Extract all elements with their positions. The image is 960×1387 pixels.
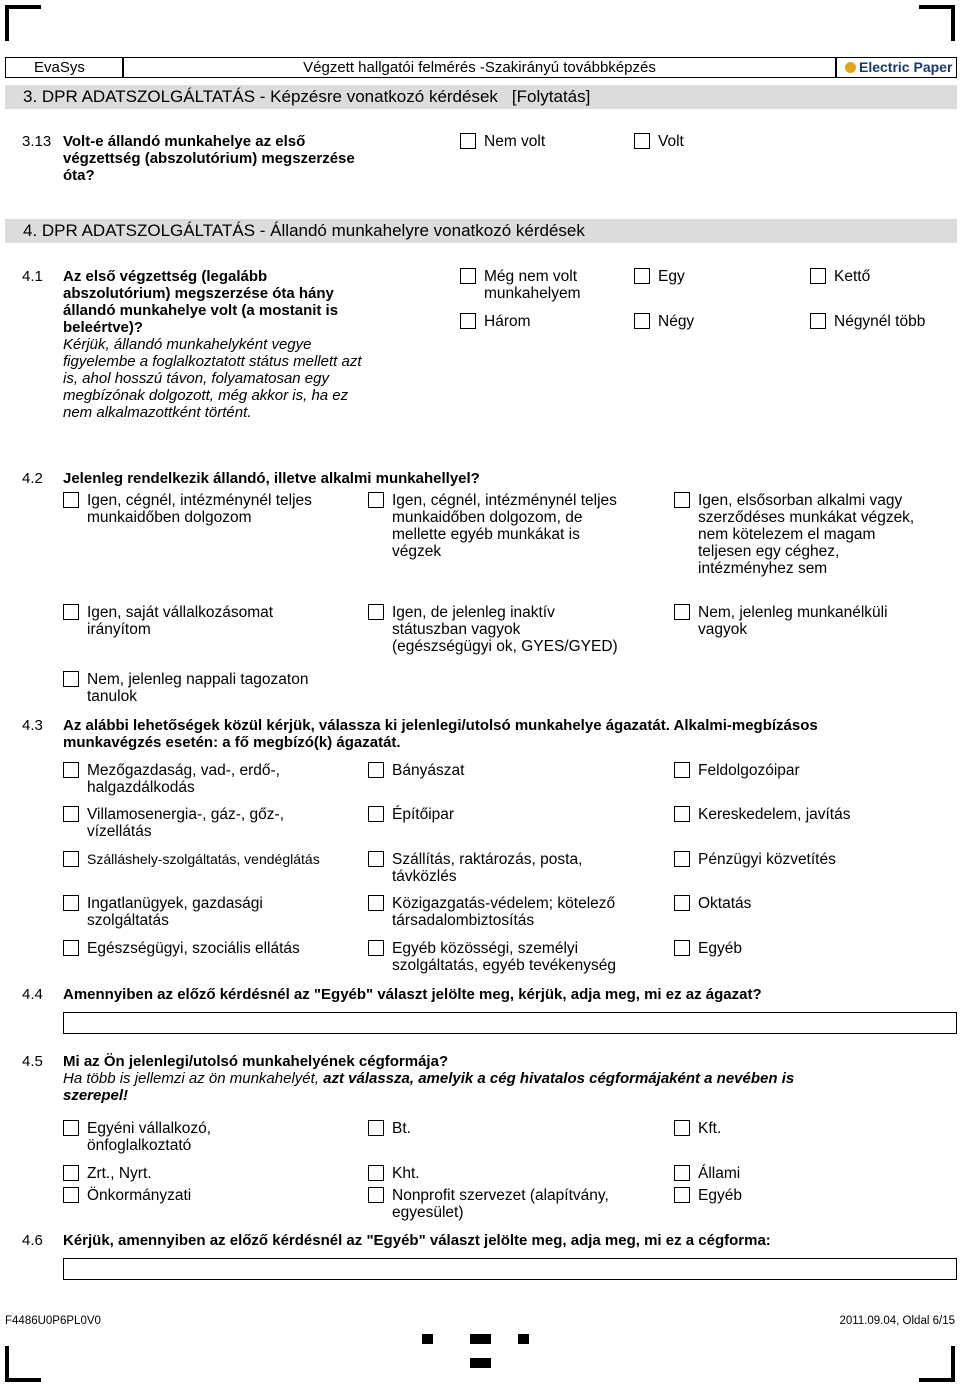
section-3-continued: [Folytatás] xyxy=(511,87,591,106)
checkbox[interactable] xyxy=(368,604,384,620)
option-volt[interactable]: Volt xyxy=(634,133,684,150)
option-zrt-nyrt[interactable]: Zrt., Nyrt. xyxy=(63,1165,152,1182)
option-kozigazgatas[interactable]: Közigazgatás-védelem; kötelező társadalombiztosítás xyxy=(368,895,615,929)
option-alkalmi-munka[interactable]: Igen, elsősorban alkalmi vagy szerződéses munkákat végzek, nem kötelezem el magam teljesen egy céghez, intézményhez sem xyxy=(674,492,914,577)
question-4-1-note: Kérjük, állandó munkahelyként vegye figyelembe a foglalkoztatott státus mellett azt is, ahol hosszú távon, folyamatosan egy megbízónak dolgozott, még akkor is, ha ez nem alkalmazottként történt. xyxy=(63,336,362,421)
question-number: 4.6 xyxy=(22,1232,43,1249)
checkbox[interactable] xyxy=(674,1120,690,1136)
option-egyeb-kozossegi[interactable]: Egyéb közösségi, személyi szolgáltatás, egyéb tevékenység xyxy=(368,940,616,974)
question-4-3-text: Az alábbi lehetőségek közül kérjük, válassza ki jelenlegi/utolsó munkahelye ágazatát. Alkalmi-megbízásos munkavégzés esetén: a fő megbízó(k) ágazatát. xyxy=(63,717,818,751)
checkbox[interactable] xyxy=(810,313,826,329)
option-kereskedelem[interactable]: Kereskedelem, javítás xyxy=(674,806,851,823)
option-penzugyi[interactable]: Pénzügyi közvetítés xyxy=(674,851,836,868)
checkbox[interactable] xyxy=(368,895,384,911)
date-page-number: 2011.09.04, Oldal 6/15 xyxy=(839,1315,955,1327)
question-4-5-note: Ha több is jellemzi az ön munkahelyét, xyxy=(63,1070,324,1087)
checkbox[interactable] xyxy=(63,851,79,867)
option-egeszsegugyi[interactable]: Egészségügyi, szociális ellátás xyxy=(63,940,300,957)
checkbox[interactable] xyxy=(63,806,79,822)
option-nappali-tagozat[interactable]: Nem, jelenleg nappali tagozaton tanulok xyxy=(63,671,308,705)
checkbox[interactable] xyxy=(674,762,690,778)
section-3-title: 3. DPR ADATSZOLGÁLTATÁS - Képzésre vonatkozó kérdések xyxy=(23,87,498,106)
checkbox[interactable] xyxy=(634,268,650,284)
section-3-header xyxy=(5,85,957,109)
checkbox[interactable] xyxy=(368,940,384,956)
option-teljes-munkaido-egyeb[interactable]: Igen, cégnél, intézménynél teljes munkaidőben dolgozom, de mellette egyéb munkákat is végzek xyxy=(368,492,617,560)
other-company-form-input[interactable] xyxy=(63,1258,957,1280)
question-number: 4.2 xyxy=(22,470,43,487)
checkbox[interactable] xyxy=(63,1120,79,1136)
question-number: 4.3 xyxy=(22,717,43,734)
checkbox[interactable] xyxy=(674,1165,690,1181)
option-mezogazdasag[interactable]: Mezőgazdaság, vad-, erdő-, halgazdálkodás xyxy=(63,762,280,796)
option-oktatas[interactable]: Oktatás xyxy=(674,895,751,912)
option-negy[interactable]: Négy xyxy=(634,313,694,330)
checkbox[interactable] xyxy=(460,313,476,329)
checkbox[interactable] xyxy=(63,492,79,508)
question-3-13-text: Volt-e állandó munkahelye az első végzettség (abszolutórium) megszerzése óta? xyxy=(63,133,355,184)
corner-mark-bottom-left xyxy=(5,1346,41,1382)
checkbox[interactable] xyxy=(810,268,826,284)
section-4-header: 4. DPR ADATSZOLGÁLTATÁS - Állandó munkahelyre vonatkozó kérdések xyxy=(5,219,957,243)
checkbox[interactable] xyxy=(634,133,650,149)
option-bt[interactable]: Bt. xyxy=(368,1120,411,1137)
option-harom[interactable]: Három xyxy=(460,313,531,330)
question-4-5-text: Mi az Ön jelenlegi/utolsó munkahelyének cégformája? Ha több is jellemzi az ön munkahelyét, azt válassza, amelyik a cég hivatalos cégformájaként a nevében is szerepel! xyxy=(63,1053,958,1104)
corner-mark-bottom-right xyxy=(919,1346,955,1382)
option-egyeni-vallalkozo[interactable]: Egyéni vállalkozó, önfoglalkoztató xyxy=(63,1120,211,1154)
checkbox[interactable] xyxy=(460,268,476,284)
option-szallitas[interactable]: Szállítás, raktározás, posta, távközlés xyxy=(368,851,582,885)
option-ingatlan[interactable]: Ingatlanügyek, gazdasági szolgáltatás xyxy=(63,895,263,929)
checkbox[interactable] xyxy=(63,1187,79,1203)
logo-icon xyxy=(845,62,856,73)
option-banyaszat[interactable]: Bányászat xyxy=(368,762,464,779)
checkbox[interactable] xyxy=(368,806,384,822)
option-kft[interactable]: Kft. xyxy=(674,1120,721,1137)
checkbox[interactable] xyxy=(63,895,79,911)
question-number: 4.4 xyxy=(22,986,43,1003)
checkbox[interactable] xyxy=(460,133,476,149)
option-meg-nem-volt[interactable]: Még nem volt munkahelyem xyxy=(460,268,581,302)
checkbox[interactable] xyxy=(674,604,690,620)
checkbox[interactable] xyxy=(368,492,384,508)
option-allami[interactable]: Állami xyxy=(674,1165,740,1182)
option-ketto[interactable]: Kettő xyxy=(810,268,870,285)
checkbox[interactable] xyxy=(674,806,690,822)
checkbox[interactable] xyxy=(63,671,79,687)
question-number: 4.5 xyxy=(22,1053,43,1070)
question-4-1-text: Az első végzettség (legalább abszolutórium) megszerzése óta hány állandó munkahelye volt (a mostanit is beleértve)? Kérjük, állandó munkahelyként vegye figyelembe a foglalkoztatott státus mellett azt is, ahol hosszú távon, folyamatosan egy megbízónak dolgozott, még akkor is, ha ez nem alkalmazottként történt. xyxy=(63,268,443,421)
header-app-name: EvaSys xyxy=(5,57,123,78)
option-onkormanyzati[interactable]: Önkormányzati xyxy=(63,1187,191,1204)
question-4-6-text: Kérjük, amennyiben az előző kérdésnél az "Egyéb" választ jelölte meg, adja meg, mi ez a cégforma: xyxy=(63,1232,771,1249)
form-code: F4486U0P6PL0V0 xyxy=(5,1315,101,1327)
checkbox[interactable] xyxy=(63,604,79,620)
question-number: 4.1 xyxy=(22,268,43,285)
checkbox[interactable] xyxy=(674,895,690,911)
option-epitoipar[interactable]: Építőipar xyxy=(368,806,454,823)
option-villamosenergia[interactable]: Villamosenergia-, gáz-, gőz-, vízellátás xyxy=(63,806,284,840)
question-4-5-note-emphasis: azt válassza, amelyik a cég hivatalos cégformájaként a nevében is xyxy=(323,1070,795,1087)
other-sector-input[interactable] xyxy=(63,1012,957,1034)
option-nem-volt[interactable]: Nem volt xyxy=(460,133,545,150)
option-munkanelkuli[interactable]: Nem, jelenleg munkanélküli vagyok xyxy=(674,604,888,638)
checkbox[interactable] xyxy=(63,940,79,956)
option-inaktiv[interactable]: Igen, de jelenleg inaktív státuszban vagyok (egészségügyi ok, GYES/GYED) xyxy=(368,604,618,655)
option-egyeb-agazat[interactable]: Egyéb xyxy=(674,940,742,957)
question-4-2-text: Jelenleg rendelkezik állandó, illetve alkalmi munkahellyel? xyxy=(63,470,480,487)
checkbox[interactable] xyxy=(63,1165,79,1181)
option-sajat-vallalkozas[interactable]: Igen, saját vállalkozásomat irányítom xyxy=(63,604,273,638)
header-survey-title: Végzett hallgatói felmérés -Szakirányú továbbképzés xyxy=(123,57,836,78)
question-4-4-text: Amennyiben az előző kérdésnél az "Egyéb" választ jelölte meg, kérjük, adja meg, mi ez az ágazat? xyxy=(63,986,762,1003)
question-4-5-note-end: szerepel! xyxy=(63,1087,129,1104)
option-feldolgozoipar[interactable]: Feldolgozóipar xyxy=(674,762,800,779)
option-kht[interactable]: Kht. xyxy=(368,1165,420,1182)
checkbox[interactable] xyxy=(674,1187,690,1203)
option-egy[interactable]: Egy xyxy=(634,268,685,285)
checkbox[interactable] xyxy=(674,940,690,956)
checkbox[interactable] xyxy=(63,762,79,778)
header-logo xyxy=(836,57,957,78)
checkbox[interactable] xyxy=(368,1120,384,1136)
checkbox[interactable] xyxy=(368,1165,384,1181)
checkbox[interactable] xyxy=(368,851,384,867)
checkbox[interactable] xyxy=(634,313,650,329)
checkbox[interactable] xyxy=(674,492,690,508)
option-egyeb-cegforma[interactable]: Egyéb xyxy=(674,1187,742,1204)
option-nonprofit[interactable]: Nonprofit szervezet (alapítvány, egyesület) xyxy=(368,1187,609,1221)
option-negynel-tobb[interactable]: Négynél több xyxy=(810,313,925,330)
checkbox[interactable] xyxy=(674,851,690,867)
checkbox[interactable] xyxy=(368,762,384,778)
corner-mark-top-left xyxy=(5,5,41,41)
option-teljes-munkaido[interactable]: Igen, cégnél, intézménynél teljes munkaidőben dolgozom xyxy=(63,492,312,526)
corner-mark-top-right xyxy=(919,5,955,41)
logo-text: Electric Paper xyxy=(859,59,953,75)
question-number: 3.13 xyxy=(22,133,52,150)
checkbox[interactable] xyxy=(368,1187,384,1203)
option-szallashely[interactable]: Szálláshely-szolgáltatás, vendéglátás xyxy=(63,851,320,868)
